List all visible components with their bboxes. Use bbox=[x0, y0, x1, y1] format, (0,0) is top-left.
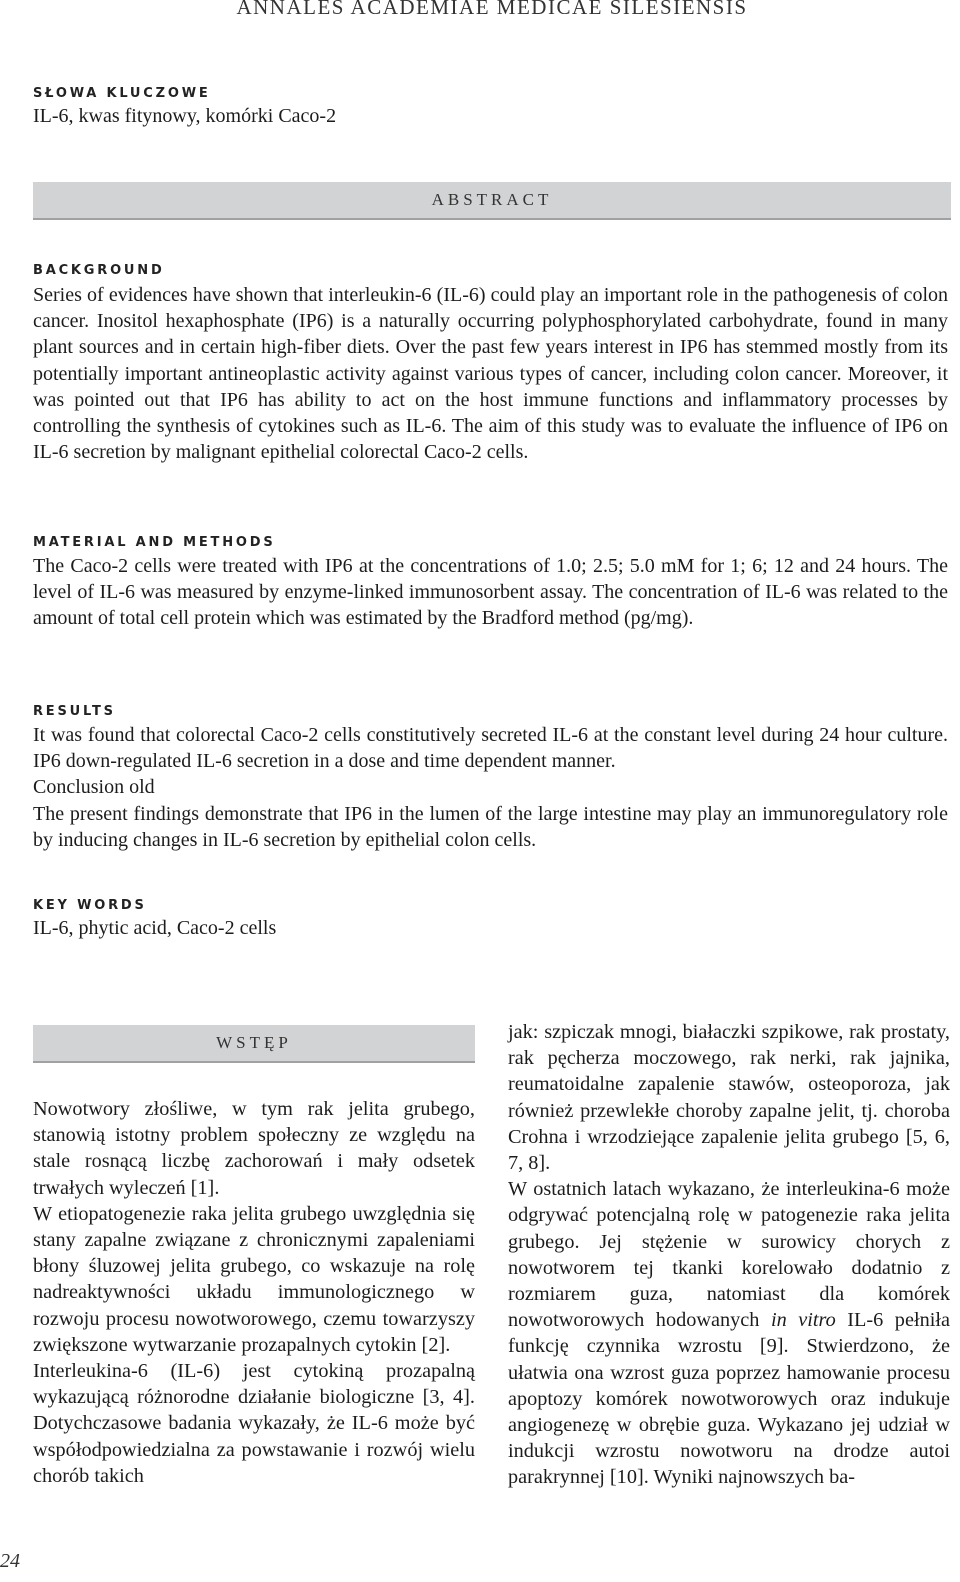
keywords-pl-label: SŁOWA KLUCZOWE bbox=[33, 86, 211, 101]
methods-text: The Caco-2 cells were treated with IP6 at the concentrations of 1.0; 2.5; 5.0 mM for 1; 6; 12 and 24 hours. The level of IL-6 was measured by enzyme-linked immunosorbent assay. The concentration of IL-6 was related to the amount of total cell protein which was estimated by the Bradford method (pg/mg). bbox=[33, 555, 948, 630]
keywords-en-text: IL-6, phytic acid, Caco-2 cells bbox=[33, 917, 277, 939]
results-text: It was found that colorectal Caco-2 cells constitutively secreted IL-6 at the constant level during 24 hour culture. IP6 down-regulated IL-6 secretion in a dose and time dependent manner. bbox=[33, 724, 948, 773]
background-label: BACKGROUND bbox=[33, 263, 165, 278]
left-paragraph-1: Nowotwory złośliwe, w tym rak jelita grubego, stanowią istotny problem społeczny ze względu na stale rosnącą liczbę zachorowań i mały odsetek trwałych wyleczeń [1]. bbox=[33, 1098, 475, 1199]
left-column bbox=[33, 1096, 475, 1489]
methods-label: MATERIAL AND METHODS bbox=[33, 535, 276, 550]
keywords-pl-text: IL-6, kwas fitynowy, komórki Caco-2 bbox=[33, 105, 337, 127]
page-number: 24 bbox=[0, 1550, 20, 1572]
conclusion-text: The present findings demonstrate that IP6 in the lumen of the large intestine may play an immunoregulatory role by inducing changes in IL-6 secretion by epithelial colon cells. bbox=[33, 802, 948, 851]
right-paragraph-1: jak: szpiczak mnogi, białaczki szpikowe, rak prostaty, rak pęcherza moczowego, rak nerki, rak jajnika, reumatoidalne zapalenie stawów, osteoporoza, jak również przewlekłe choroby zapalne jelit, tj. choroba Crohna i wrzodziejące zapalenie jelita grubego [5, 6, 7, 8]. bbox=[508, 1021, 950, 1175]
left-paragraph-3: Interleukina-6 (IL-6) jest cytokiną prozapalną wykazującą różnorodne działanie biologiczne [3, 4]. Dotychczasowe badania wykazały, że IL-6 może być współodpowiedzialna za powstawanie i rozwój wielu chorób takich bbox=[33, 1360, 475, 1487]
abstract-band-title: ABSTRACT bbox=[431, 190, 553, 209]
abstract-band bbox=[33, 182, 951, 220]
conclusion-heading: Conclusion old bbox=[33, 776, 155, 799]
intro-band bbox=[33, 1025, 475, 1063]
intro-band-title: WSTĘP bbox=[216, 1033, 292, 1052]
results-label: RESULTS bbox=[33, 704, 116, 719]
left-paragraph-2: W etiopatogenezie raka jelita grubego uwzględnia się stany zapalne związane z chronicznymi zapaleniami błony śluzowej jelita grubego, co wskazuje na rolę nadreaktywności układu immunologicznego w rozwoju procesu nowotworowego, czemu towarzyszy zwiększone wytwarzanie prozapalnych cytokin [2]. bbox=[33, 1202, 475, 1356]
right-paragraph-2-end: IL-6 pełniła funkcję czynnika wzrostu [9]. Stwierdzono, że ułatwia ona wzrost guza poprzez hamowanie procesu apoptozy komórek nowotworowych oraz indukuje angiogenezę w obrębie guza. Wykazano jej udział w indukcji wzrostu nowotworu na drodze autoi parakrynnej [10]. Wyniki najnowszych ba- bbox=[508, 1309, 950, 1489]
right-column bbox=[508, 1019, 950, 1491]
right-paragraph-2-italic: in vitro bbox=[770, 1309, 836, 1332]
background-text: Series of evidences have shown that interleukin-6 (IL-6) could play an important role in the pathogenesis of colon cancer. Inositol hexaphosphate (IP6) is a naturally occurring polyphosphorylated carbohydrate, found in many plant sources and in certain high-fiber diets. Over the past few years interest in IP6 has stemmed mostly from its potentially important antineoplastic activity against various types of cancer, including colon cancer. Moreover, it was pointed out that IP6 has ability to act on the host immune functions and inflammatory processes by controlling the synthesis of cytokines such as IL-6. The aim of this study was to evaluate the influence of IP6 on IL-6 secretion by malignant epithelial colorectal Caco-2 cells. bbox=[33, 284, 948, 464]
keywords-en-label: KEY WORDS bbox=[33, 898, 147, 913]
running-head: ANNALES ACADEMIAE MEDICAE SILESIENSIS bbox=[236, 0, 748, 19]
right-paragraph-2-start: W ostatnich latach wykazano, że interleukina-6 może odgrywać potencjalną rolę w patogenezie raka jelita grubego. Jej stężenie w surowicy chorych z nowotworem tej tkanki korelowało dodatnio z rozmiarem guza, natomiast dla komórek nowotworowych hodowanych bbox=[508, 1178, 950, 1332]
right-paragraph-2 bbox=[508, 1176, 950, 1490]
results-section bbox=[33, 722, 948, 853]
